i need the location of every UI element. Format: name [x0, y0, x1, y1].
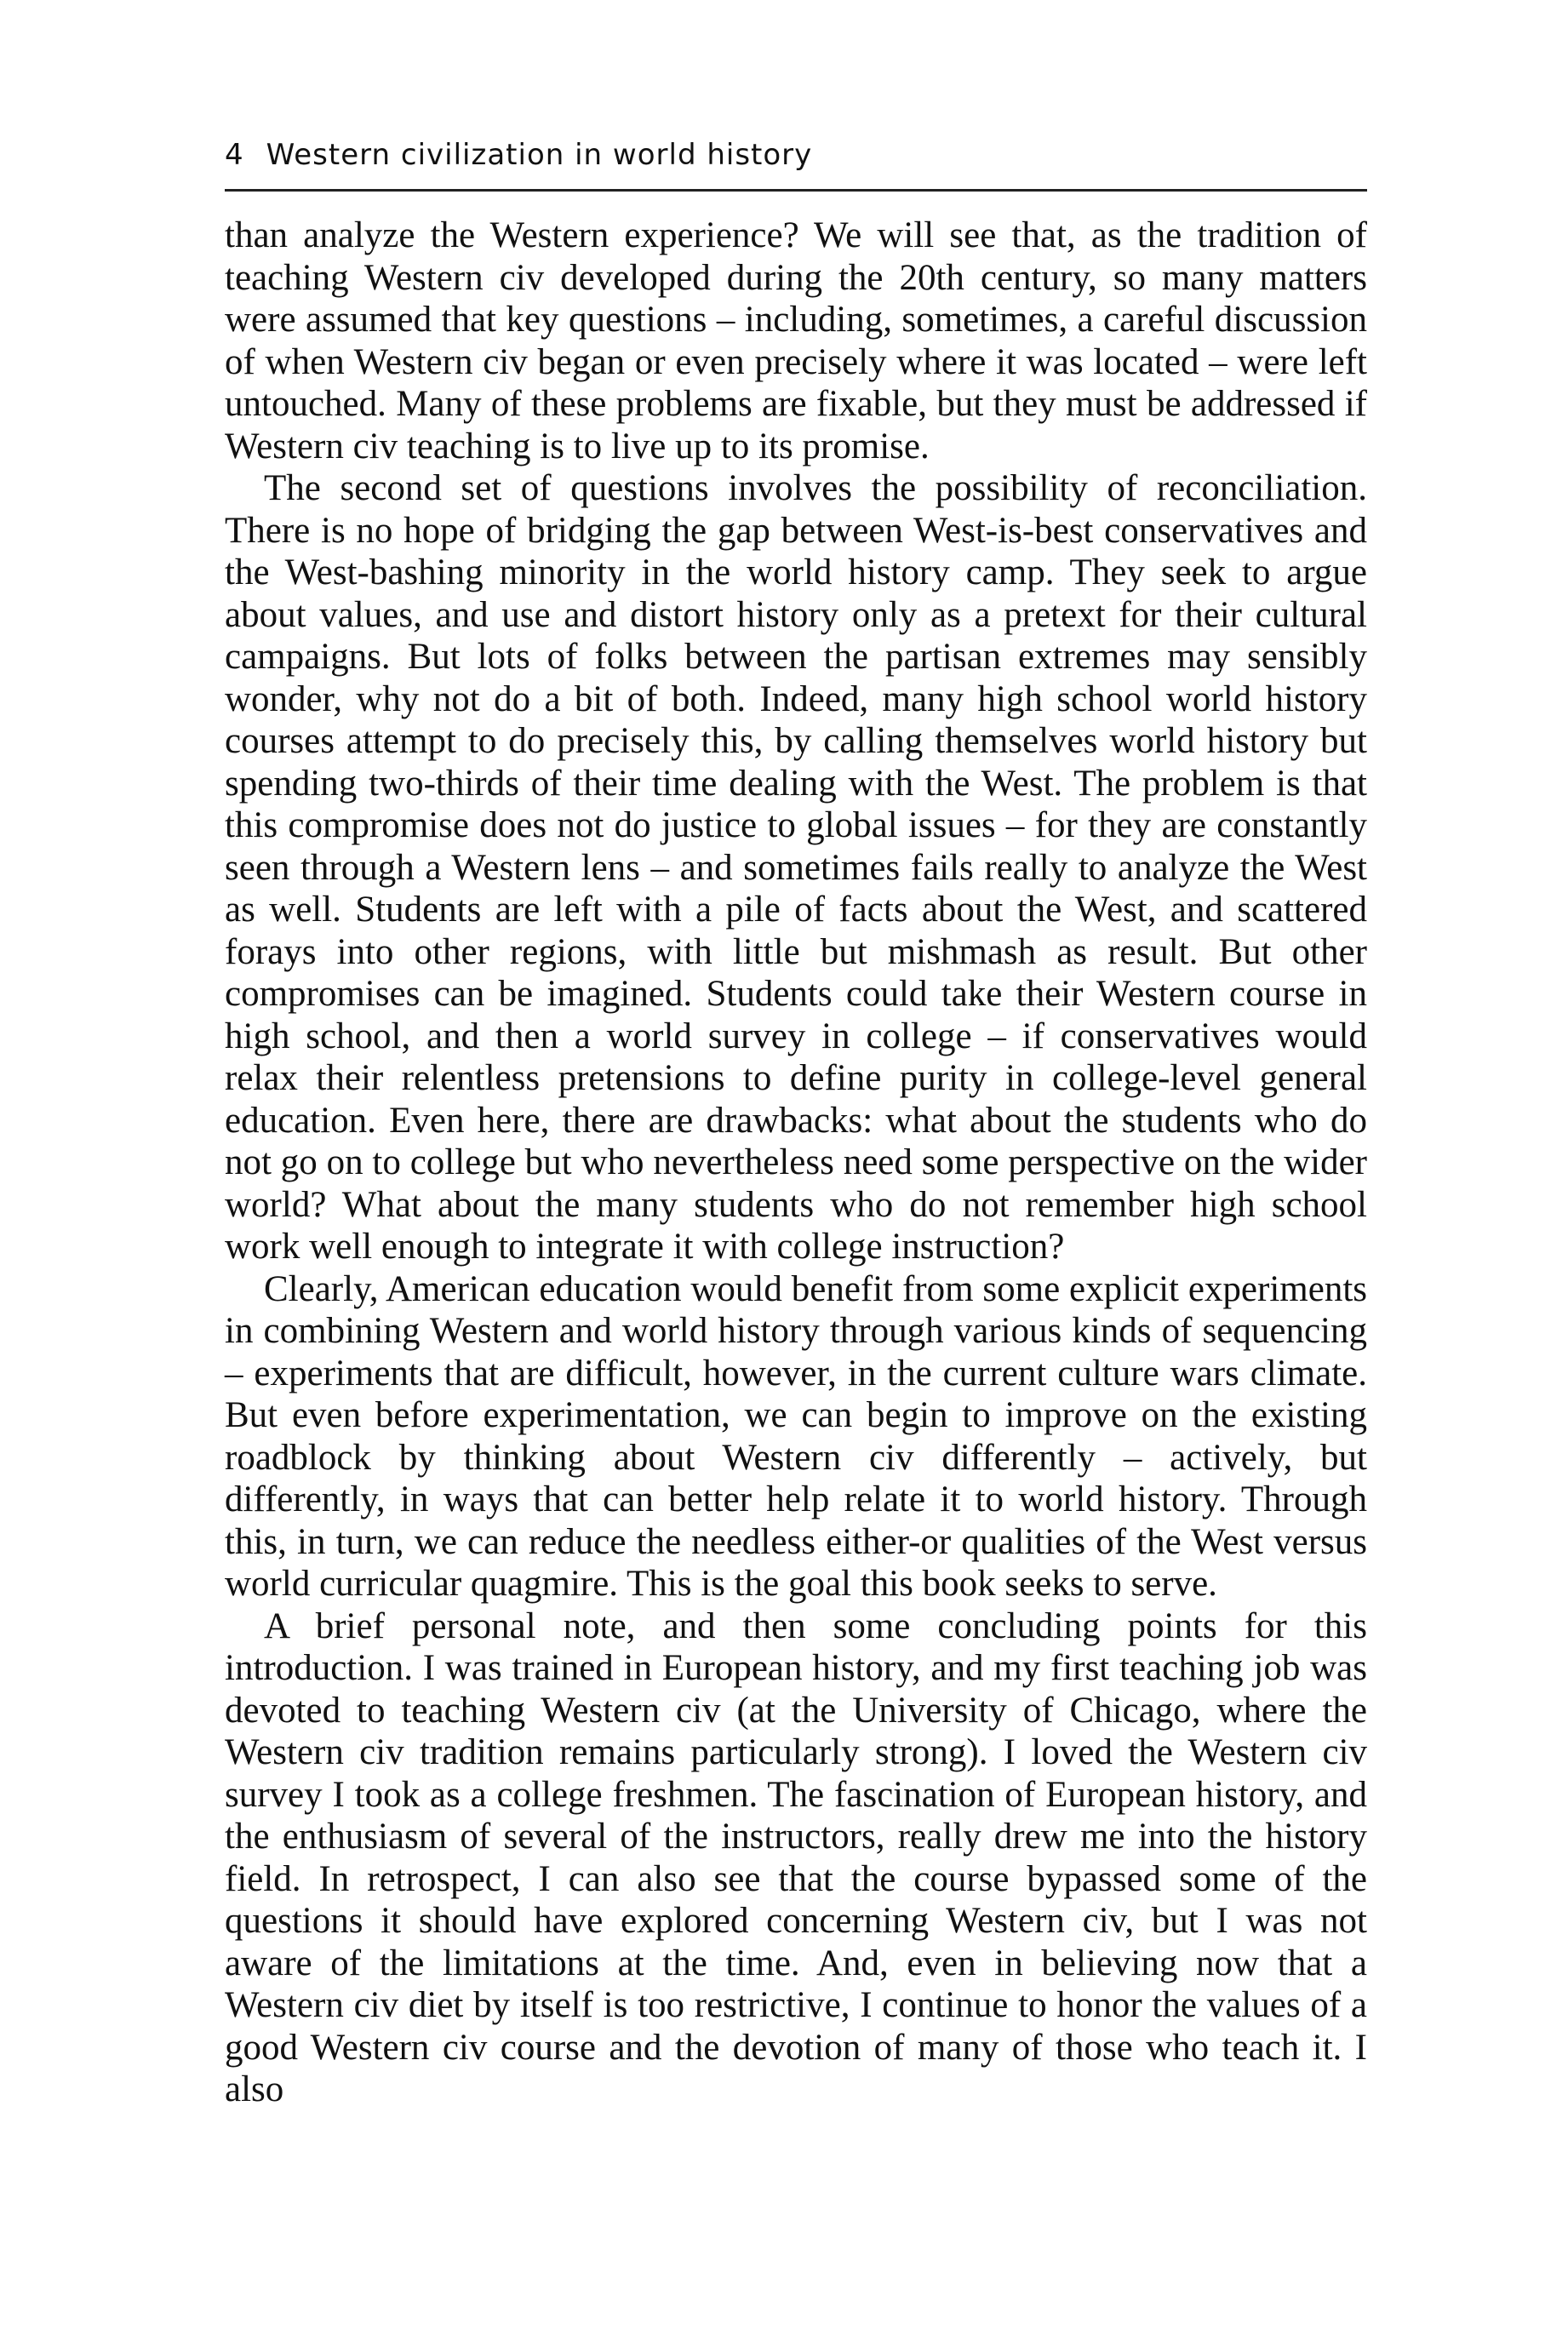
page-number: 4	[225, 138, 244, 172]
paragraph-personal-note: A brief personal note, and then some concluding points for this introduction. I was trained in European history, and my first teaching job was devoted to teaching Western civ (at the University of Chicago, where the Western civ tradition remains particularly strong). I loved the Western civ survey I took as a college freshmen. The fascination of European history, and the enthusiasm of several of the instructors, really drew me into the history field. In retrospect, I can also see that the course bypassed some of the questions it should have explored concerning Western civ, but I was not aware of the limitations at the time. And, even in believing now that a Western civ diet by itself is too restrictive, I continue to honor the values of a good Western civ course and the devotion of many of those who teach it. I also	[225, 1605, 1367, 2109]
running-title: Western civilization in world history	[266, 138, 813, 172]
body-text	[225, 215, 1367, 2111]
paragraph-continued: than analyze the Western experience? We will see that, as the tradition of teaching Western civ developed during the 20th century, so many matters were assumed that key questions – including, sometimes, a careful discussion of when Western civ began or even precisely where it was located – were left untouched. Many of these problems are fixable, but they must be addressed if Western civ teaching is to live up to its promise.	[225, 215, 1367, 466]
paragraph-reconciliation: The second set of questions involves the possibility of reconciliation. There is no hope of bridging the gap between West-is-best conservatives and the West-bashing minority in the world history camp. They seek to argue about values, and use and distort history only as a pretext for their cultural campaigns. But lots of folks between the partisan extremes may sensibly wonder, why not do a bit of both. Indeed, many high school world history courses attempt to do precisely this, by calling themselves world history but spending two-thirds of their time dealing with the West. The problem is that this compromise does not do justice to global issues – for they are constantly seen through a Western lens – and sometimes fails really to analyze the West as well. Students are left with a pile of facts about the West, and scattered forays into other regions, with little but mishmash as result. But other compromises can be imagined. Students could take their Western course in high school, and then a world survey in college – if conservatives would relax their relentless pretensions to define purity in college-level general education. Even here, there are drawbacks: what about the students who do not go on to college but who nevertheless need some perspective on the wider world? What about the many students who do not remember high school work well enough to integrate it with college instruction?	[225, 468, 1367, 1267]
paragraph-experiments: Clearly, American education would benefit from some explicit experiments in combining Western and world history through various kinds of sequencing – experiments that are difficult, however, in the current culture wars climate. But even before experimentation, we can begin to improve on the existing roadblock by thinking about Western civ differently – actively, but differently, in ways that can better help relate it to world history. Through this, in turn, we can reduce the needless either-or qualities of the West versus world curricular quagmire. This is the goal this book seeks to serve.	[225, 1268, 1367, 1604]
running-head	[225, 138, 1367, 172]
header-rule	[225, 189, 1367, 192]
